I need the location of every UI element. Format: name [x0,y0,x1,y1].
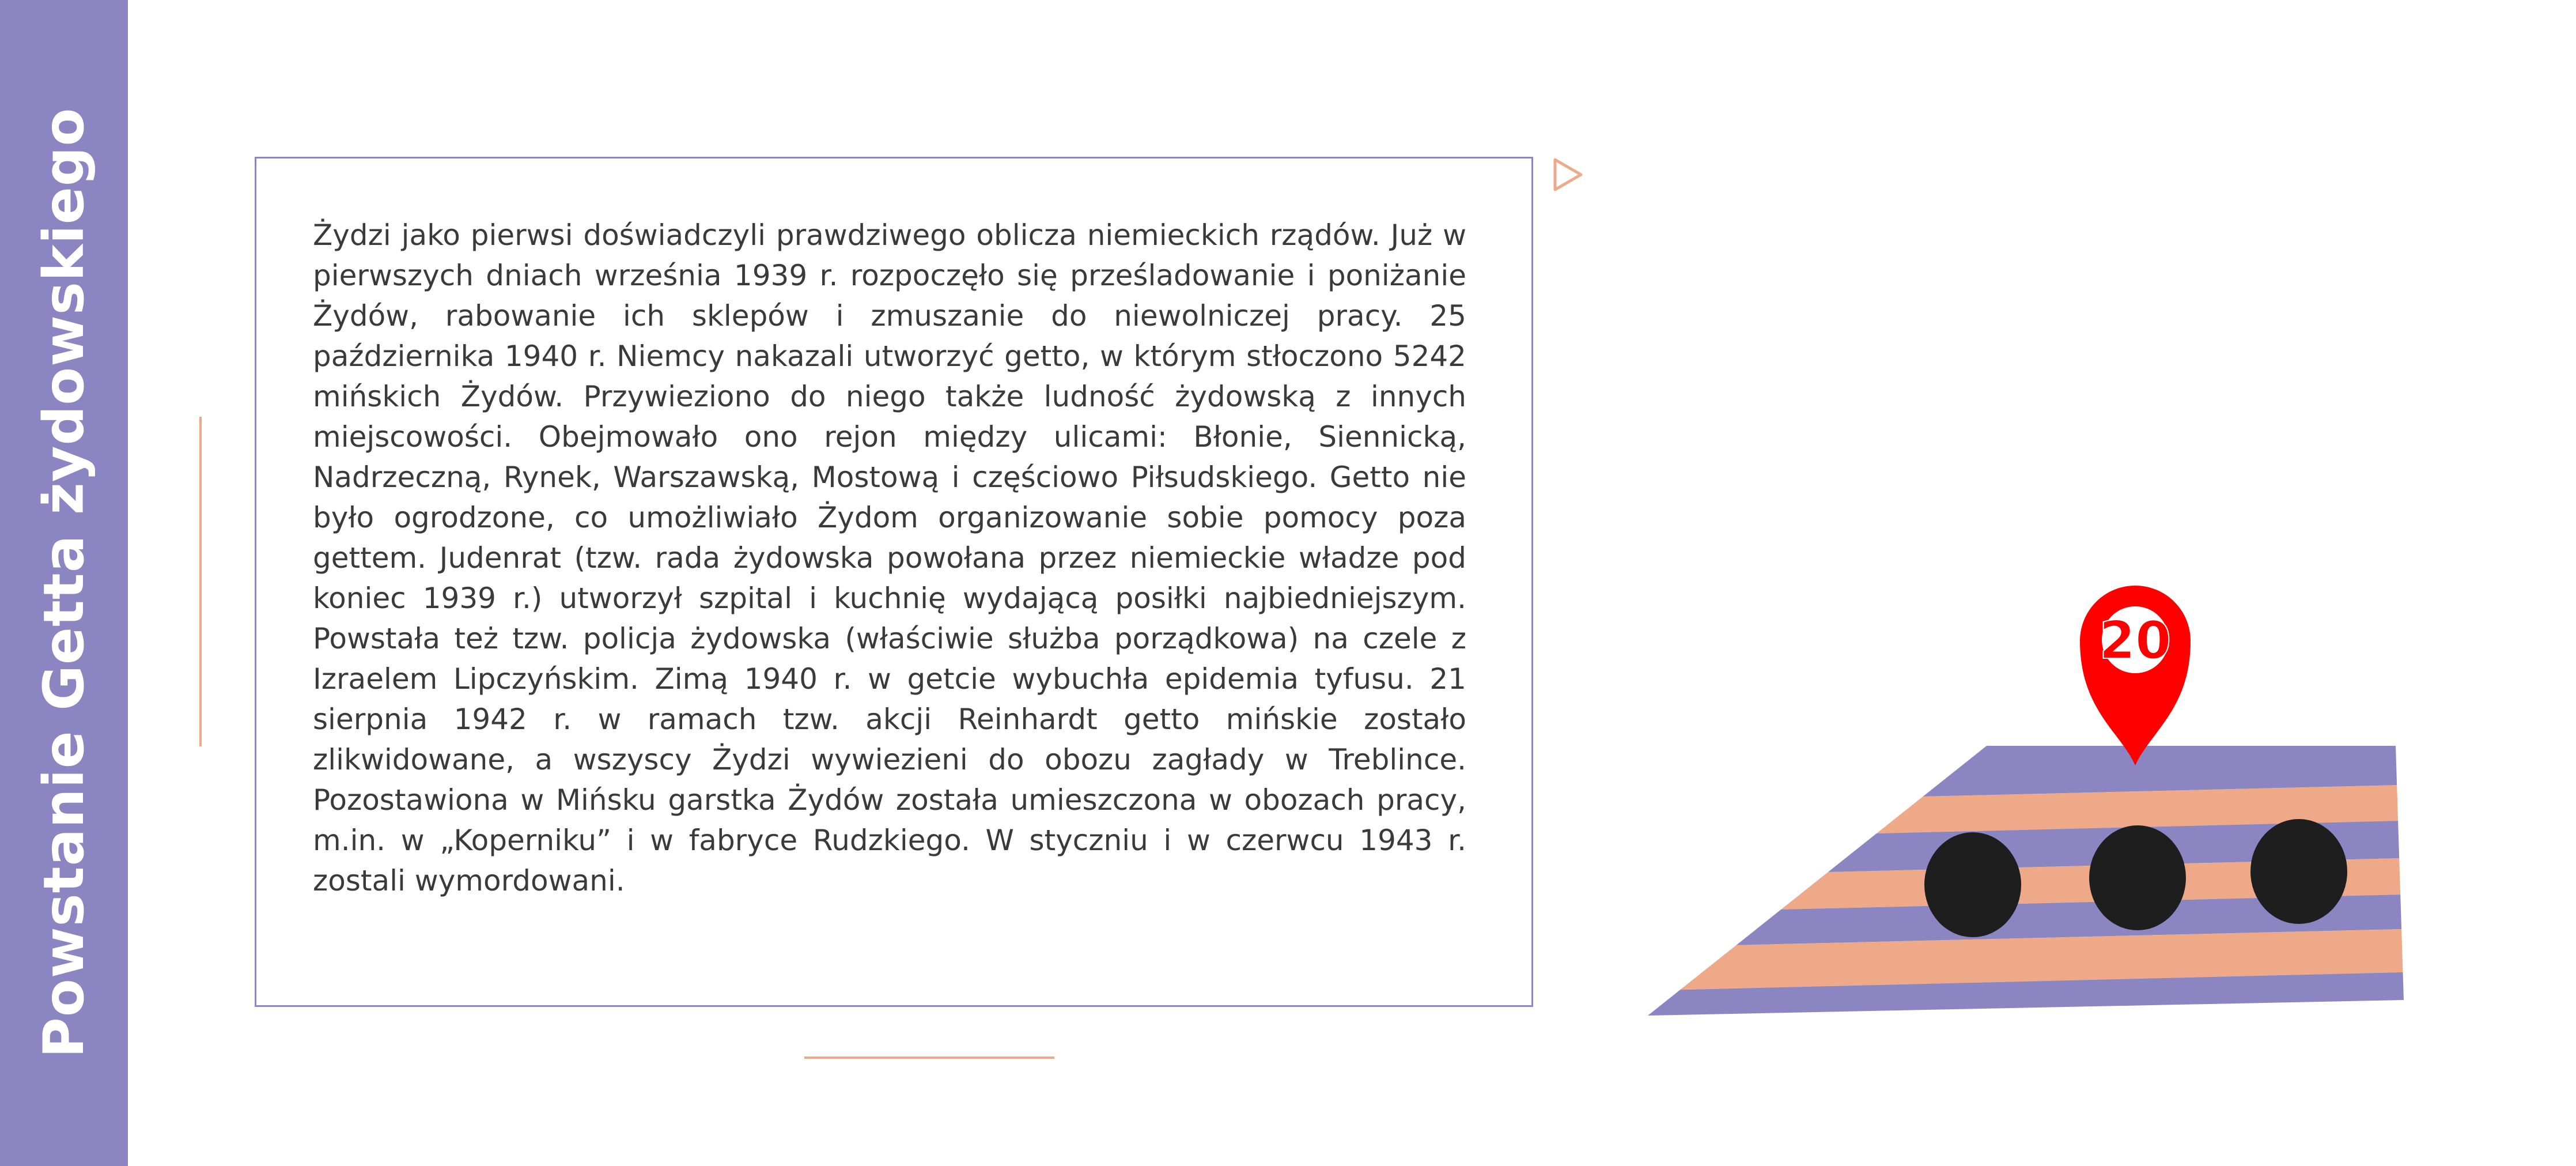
sidebar [0,0,128,1166]
article-body: Żydzi jako pierwsi doświadczyli prawdziwego oblicza niemieckich rządów. Już w pierwszych dniach września 1939 r. rozpoczęło się prześladowanie i poniżanie Żydów, rabowanie ich sklepów i zmuszanie do niewolniczej pracy. 25 października 1940 r. Niemcy nakazali utworzyć getto, w którym stłoczono 5242 mińskich Żydów. Przywieziono do niego także ludność żydowską z innych miejscowości. Obejmowało ono rejon między ulicami: Błonie, Siennicką, Nadrzeczną, Rynek, Warszawską, Mostową i częściowo Piłsudskiego. Getto nie było ogrodzone, co umożliwiało Żydom organizowanie sobie pomocy poza gettem. Judenrat (tzw. rada żydowska powołana przez niemieckie władze pod koniec 1939 r.) utworzył szpital i kuchnię wydającą posiłki najbiedniejszym. Powstała też tzw. policja żydowska (właściwie służba porządkowa) na czele z Izraelem Lipczyńskim. Zimą 1940 r. w getcie wybuchła epidemia tyfusu. 21 sierpnia 1942 r. w ramach tzw. akcji Reinhardt getto mińskie zostało zlikwidowane, a wszyscy Żydzi wywiezieni do obozu zagłady w Treblince. Pozostawiona w Mińsku garstka Żydów została umieszczona w obozach pracy, m.in. w „Koperniku” i w fabryce Rudzkiego. W styczniu i w czerwcu 1943 r. zostali wymordowani. [313,218,1466,897]
map-pin-icon[interactable] [2080,586,2191,765]
location-dot [2089,825,2186,930]
decorative-vertical-line [199,417,202,746]
location-dot [2250,819,2347,924]
play-triangle-icon[interactable] [1552,157,1584,193]
location-dot [1924,832,2021,937]
ghetto-map-illustration [1642,576,2414,1026]
decorative-horizontal-line [804,1056,1054,1059]
article-box [255,157,1533,1007]
page-title: Powstanie Getta żydowskiego [32,107,96,1058]
pin-number: 20 [2099,610,2172,671]
